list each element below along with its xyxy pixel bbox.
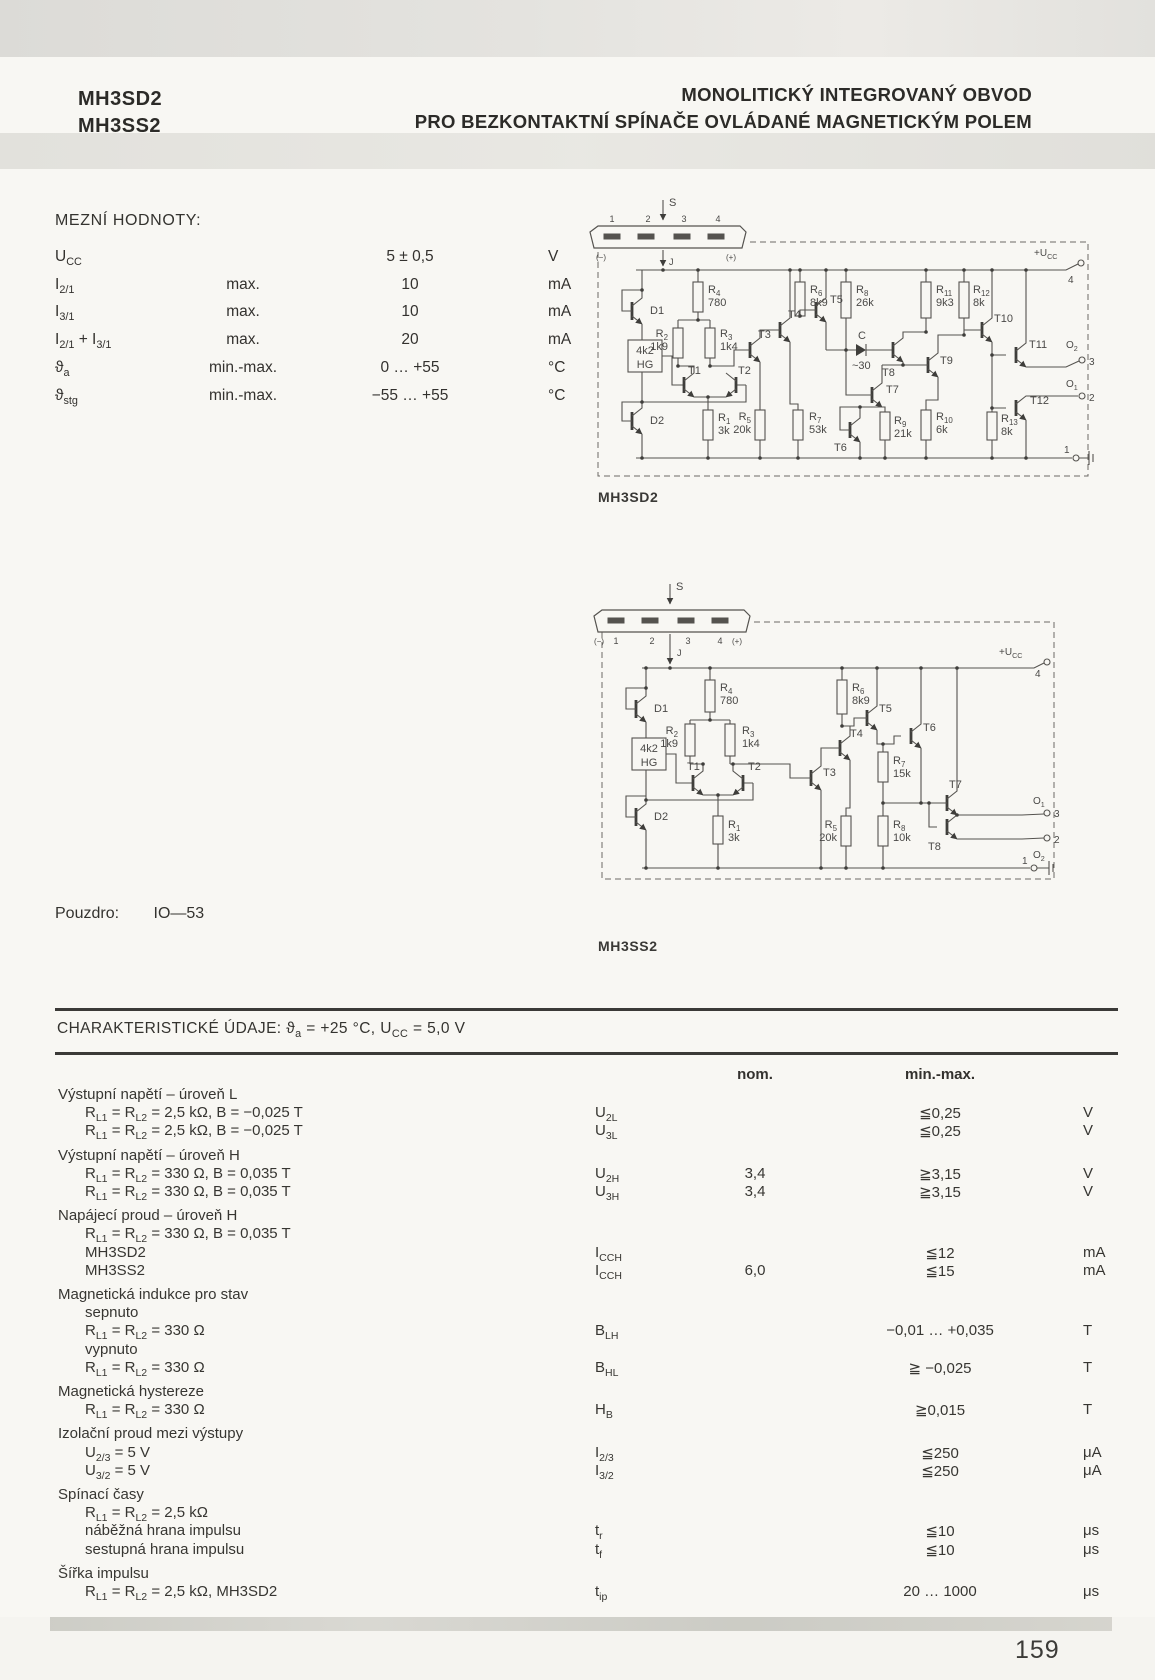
schematic-label: (−) [594, 637, 604, 646]
schematic-label: 3k [718, 425, 730, 437]
schematic-label: 2 [1089, 393, 1095, 404]
schematic-label: D2 [650, 415, 665, 427]
schematic-label: 8k9 [810, 297, 828, 309]
char-text: Napájecí proud – úroveň H [58, 1207, 238, 1225]
schematic-label: T8 [928, 841, 941, 853]
schematic-label: 2 [649, 636, 655, 646]
schematic-label: C [858, 330, 866, 342]
char-nominal: 3,4 [744, 1164, 766, 1182]
char-data-row [55, 1104, 1155, 1124]
char-data-row [55, 1341, 1155, 1361]
characteristics-table [55, 0, 1155, 1680]
schematic-label: 8k [973, 297, 985, 309]
limit-condition: max. [226, 331, 260, 349]
char-group-row [55, 1286, 1155, 1306]
char-data-row [55, 1359, 1155, 1379]
char-text: $U_{2/3} = 5$ V [85, 1443, 151, 1464]
limit-symbol: $I_{3/1}$ [55, 303, 75, 324]
char-group-row [55, 1486, 1155, 1506]
schematic-label: HG [640, 757, 658, 769]
schematic-label: 3 [681, 214, 687, 224]
schematic-label: 1k9 [660, 738, 678, 750]
schematic-label: 8k [1001, 426, 1013, 438]
schematic-label: T11 [1029, 339, 1048, 351]
limit-symbol: $U_{CC}$ [55, 248, 82, 269]
schematic-label: T7 [886, 384, 899, 396]
schematic-label: 3 [1089, 357, 1095, 368]
char-data-row [55, 1262, 1155, 1282]
schematic-label: $R_5$ [738, 411, 751, 425]
schematic-label: (−) [596, 253, 606, 262]
schematic1-caption: MH3SD2 [598, 489, 659, 505]
char-text: sestupná hrana impulsu [85, 1540, 245, 1558]
schematic-label: T3 [758, 329, 771, 341]
limits-heading: MEZNÍ HODNOTY: [55, 212, 202, 229]
char-data-row [55, 1401, 1155, 1421]
char-minmax: ≧0,015 [914, 1402, 966, 1420]
schematic-label: 4 [715, 214, 721, 224]
char-text: náběžná hrana impulsu [85, 1522, 241, 1540]
schematic-label: 3 [685, 636, 691, 646]
char-text: $R_{L1} = R_{L2} = 330$ Ω, B = 0,035 T [85, 1183, 291, 1203]
characteristics-heading: CHARAKTERISTICKÉ ÚDAJE: $ϑ_a = +25$ °C, $U_{CC} = 5,0$ V [57, 1020, 466, 1041]
schematic-label: 4 [1068, 275, 1074, 286]
column-header-nom: nom. [737, 1066, 773, 1083]
schematic-label: 780 [708, 297, 727, 309]
schematic-label: 4k2 [640, 743, 658, 755]
schematic-label: T12 [1030, 395, 1049, 407]
char-text: $R_{L1} = R_{L2} = 2,5$ kΩ [85, 1504, 208, 1525]
limit-value: −55 … +55 [371, 386, 449, 404]
schematic-label: $R_3$ [742, 725, 755, 739]
char-unit: μs [1083, 1522, 1100, 1540]
char-symbol: $I_{CCH}$ [595, 1261, 622, 1282]
schematic-label: HG [636, 359, 654, 371]
schematic-label: D1 [654, 703, 669, 715]
char-minmax: ≦250 [921, 1444, 959, 1462]
schematic-label: ~30 [852, 360, 871, 372]
limit-unit: mA [548, 275, 572, 293]
limit-unit: °C [548, 386, 566, 404]
schematic-label: $+U_{CC}$ [999, 647, 1023, 660]
char-symbol: $U_{2H}$ [595, 1164, 620, 1185]
char-data-row [55, 1165, 1155, 1185]
char-unit: mA [1083, 1243, 1106, 1261]
limit-symbol: $I_{2/1} + I_{3/1}$ [55, 331, 112, 352]
schematic-label: T2 [748, 761, 761, 773]
schematic-label: 1k9 [650, 341, 668, 353]
char-text: $R_{L1} = R_{L2} = 330$ Ω [85, 1401, 205, 1422]
char-unit: V [1083, 1183, 1094, 1200]
limit-condition: max. [226, 275, 260, 293]
doc-title-line1: MONOLITICKÝ INTEGROVANÝ OBVOD [681, 84, 1032, 105]
char-unit: μs [1083, 1583, 1100, 1600]
char-minmax: ≦10 [925, 1523, 955, 1541]
schematic-label: T5 [830, 294, 843, 306]
schematic-label: T1 [688, 365, 701, 377]
char-group-row [55, 1565, 1155, 1585]
char-data-row [55, 1541, 1155, 1561]
char-unit: V [1083, 1164, 1094, 1182]
char-text: $R_{L1} = R_{L2} = 2,5$ kΩ, B = −0,025 T [85, 1104, 303, 1125]
schematic-label: $R_8$ [856, 284, 869, 298]
char-data-row [55, 1444, 1155, 1464]
char-minmax: ≦0,25 [919, 1105, 961, 1123]
schematic-label: D1 [650, 305, 665, 317]
char-minmax: ≦250 [921, 1462, 959, 1480]
limit-symbol: $ϑ_a$ [55, 358, 70, 379]
char-symbol: $t_{ip}$ [595, 1583, 608, 1603]
schematic-label: $R_{12}$ [973, 284, 990, 298]
schematic-label: 6k [936, 424, 948, 436]
char-data-row [55, 1122, 1155, 1142]
char-minmax: ≦12 [925, 1244, 955, 1262]
char-nominal: 6,0 [744, 1261, 766, 1279]
char-symbol: $B_{HL}$ [595, 1358, 619, 1379]
limit-value: 5 ± 0,5 [386, 248, 434, 265]
schematic-label: 3k [728, 832, 740, 844]
schematic-label: T2 [738, 365, 751, 377]
schematic-label: $R_1$ [728, 819, 741, 833]
char-data-row [55, 1304, 1155, 1324]
char-text: $R_{L1} = R_{L2} = 330$ Ω [85, 1358, 205, 1379]
char-text: Šířka impulsu [58, 1564, 149, 1582]
schematic-label: 20k [733, 424, 751, 436]
schematic-label: $R_1$ [718, 412, 731, 426]
char-text: Výstupní napětí – úroveň H [58, 1146, 240, 1164]
schematic-label: 2 [1054, 835, 1060, 846]
schematic-label: $R_7$ [893, 755, 906, 769]
schematic2-caption: MH3SS2 [598, 938, 658, 954]
char-unit: V [1083, 1104, 1094, 1122]
char-symbol: $B_{LH}$ [595, 1322, 619, 1343]
schematic-label: $R_{13}$ [1001, 413, 1018, 427]
char-text: $R_{L1} = R_{L2} = 2,5$ kΩ, MH3SD2 [85, 1583, 278, 1603]
schematic-label: 26k [856, 297, 874, 309]
schematic-label: $O_1$ [1066, 379, 1078, 392]
schematic-label: 4 [1035, 669, 1041, 680]
schematic-label: $+U_{CC}$ [1034, 248, 1058, 261]
char-text: MH3SD2 [85, 1243, 146, 1261]
char-minmax: −0,01 … +0,035 [886, 1322, 994, 1340]
part-number-2: MH3SS2 [78, 115, 162, 137]
char-unit: V [1083, 1122, 1094, 1140]
schematic-label: $O_2$ [1033, 850, 1045, 863]
char-data-row [55, 1322, 1155, 1342]
char-group-row [55, 1207, 1155, 1227]
char-nominal: 3,4 [744, 1183, 766, 1200]
limit-unit: mA [548, 303, 572, 321]
char-minmax: 20 … 1000 [903, 1583, 977, 1600]
schematic-label: $R_8$ [893, 819, 906, 833]
schematic-label: 53k [809, 424, 827, 436]
char-symbol: $U_{3L}$ [595, 1122, 618, 1143]
schematic-label: $O_2$ [1066, 340, 1078, 353]
char-text: $R_{L1} = R_{L2} = 330$ Ω, B = 0,035 T [85, 1164, 291, 1185]
char-unit: mA [1083, 1261, 1106, 1279]
schematic-label: $R_6$ [810, 284, 823, 298]
schematic-label: 1 [1064, 445, 1070, 456]
char-data-row [55, 1183, 1155, 1203]
schematic-label: $R_5$ [824, 819, 837, 833]
schematic-label: T10 [994, 313, 1013, 325]
char-data-row [55, 1522, 1155, 1542]
schematic-label: 4k2 [636, 345, 654, 357]
schematic-label: S [669, 197, 677, 209]
char-text: $R_{L1} = R_{L2} = 2,5$ kΩ, B = −0,025 T [85, 1122, 303, 1143]
schematic-label: T6 [923, 722, 936, 734]
char-text: Výstupní napětí – úroveň L [58, 1086, 238, 1103]
char-text: $R_{L1} = R_{L2} = 330$ Ω [85, 1322, 205, 1343]
schematic-label: 1 [613, 636, 619, 646]
limit-condition: min.-max. [208, 358, 278, 376]
char-symbol: $U_{2L}$ [595, 1104, 618, 1125]
schematic-label: $O_1$ [1033, 796, 1045, 809]
char-text: sepnuto [85, 1304, 139, 1322]
limit-unit: °C [548, 358, 566, 376]
char-data-row [55, 1225, 1155, 1245]
schematic-label: D2 [654, 811, 669, 823]
schematic-label: 8k9 [852, 695, 870, 707]
schematic-label: 20k [819, 832, 837, 844]
schematic-label: 1k4 [742, 738, 760, 750]
char-text: vypnuto [85, 1340, 138, 1358]
schematic-label: 780 [720, 695, 739, 707]
char-symbol: $H_B$ [595, 1401, 613, 1422]
schematic-label: $R_9$ [894, 415, 907, 429]
schematic-label: 2 [645, 214, 651, 224]
schematic-label: 21k [894, 428, 912, 440]
schematic-label: T4 [850, 728, 863, 740]
char-minmax: ≦0,25 [919, 1123, 961, 1141]
char-minmax: ≧3,15 [919, 1165, 961, 1183]
schematic-label: (+) [726, 253, 736, 262]
char-minmax: ≧3,15 [919, 1184, 961, 1201]
limit-value: 10 [401, 275, 419, 293]
schematic-label: J [677, 648, 682, 658]
part-number-1: MH3SD2 [78, 88, 163, 110]
schematic-label: $R_{10}$ [936, 411, 953, 425]
schematic-label: $R_7$ [809, 411, 822, 425]
schematic-label: 1 [1022, 856, 1028, 867]
schematic-label: $R_4$ [708, 284, 721, 298]
limit-symbol: $ϑ_{stg}$ [55, 386, 78, 407]
schematic-label: $R_2$ [655, 328, 668, 342]
schematic-label: $R_4$ [720, 682, 733, 696]
char-unit: T [1083, 1322, 1093, 1340]
char-unit: T [1083, 1401, 1093, 1419]
schematic-label: T9 [940, 355, 953, 367]
char-minmax: ≧ −0,025 [908, 1359, 972, 1377]
limit-value: 20 [401, 331, 419, 349]
char-group-row [55, 1086, 1155, 1106]
char-data-row [55, 1583, 1155, 1603]
schematic-label: T5 [879, 703, 892, 715]
schematic-label: $R_{11}$ [936, 284, 953, 298]
char-symbol: $I_{3/2}$ [595, 1461, 614, 1482]
schematic-label: T8 [882, 367, 895, 379]
char-data-row [55, 1462, 1155, 1482]
schematic-label: 15k [893, 768, 911, 780]
limit-value: 0 … +55 [380, 358, 440, 376]
char-minmax: ≦10 [925, 1541, 955, 1559]
schematic-label: 10k [893, 832, 911, 844]
char-symbol: $t_f$ [595, 1540, 603, 1561]
schematic-label: 1k4 [720, 341, 738, 353]
limit-unit: V [548, 248, 559, 265]
schematic-label: T4 [788, 309, 801, 321]
char-data-row [55, 1244, 1155, 1264]
schematic-label: T3 [823, 767, 836, 779]
char-symbol: $I_{CCH}$ [595, 1243, 622, 1264]
schematic-label: (+) [732, 637, 742, 646]
schematic-label: $R_3$ [720, 328, 733, 342]
limit-symbol: $I_{2/1}$ [55, 275, 75, 296]
schematic-label: 9k3 [936, 297, 954, 309]
char-text: $R_{L1} = R_{L2} = 330$ Ω, B = 0,035 T [85, 1225, 291, 1246]
page-number: 159 [1015, 1636, 1060, 1664]
schematic-label: 3 [1054, 809, 1060, 820]
schematic-label: 4 [717, 636, 723, 646]
limit-unit: mA [548, 331, 572, 349]
schematic-label: 1 [609, 214, 615, 224]
schematic-label: T7 [949, 779, 962, 791]
char-unit: μs [1083, 1540, 1100, 1558]
char-group-row [55, 1147, 1155, 1167]
char-symbol: $U_{3H}$ [595, 1183, 620, 1203]
package-value: IO—53 [153, 905, 205, 922]
char-text: $U_{3/2} = 5$ V [85, 1461, 151, 1482]
char-text: Magnetická hystereze [58, 1383, 204, 1400]
schematic-label: T6 [834, 442, 847, 454]
char-minmax: ≦15 [925, 1262, 955, 1280]
schematic-label: $R_2$ [665, 725, 678, 739]
char-unit: T [1083, 1358, 1093, 1376]
doc-title-line2: PRO BEZKONTAKTNÍ SPÍNAČE OVLÁDANÉ MAGNETICKÝM POLEM [414, 111, 1032, 132]
char-text: MH3SS2 [85, 1261, 146, 1279]
char-group-row [55, 1383, 1155, 1403]
char-symbol: $I_{2/3}$ [595, 1443, 614, 1464]
char-text: Magnetická indukce pro stav [58, 1286, 249, 1303]
limit-condition: min.-max. [208, 386, 278, 404]
char-text: Spínací časy [58, 1486, 144, 1503]
char-symbol: $t_r$ [595, 1522, 603, 1543]
limit-value: 10 [401, 303, 419, 321]
char-data-row [55, 1504, 1155, 1524]
schematic-label: $R_6$ [852, 682, 865, 696]
schematic-label: J [669, 257, 674, 267]
limit-condition: max. [226, 303, 260, 321]
char-group-row [55, 1425, 1155, 1445]
char-unit: μA [1083, 1461, 1102, 1479]
column-header-minmax: min.-max. [904, 1066, 976, 1083]
schematic-label: T1 [687, 761, 700, 773]
char-unit: μA [1083, 1443, 1102, 1461]
schematic-label: S [676, 581, 684, 593]
package-label: Pouzdro: [55, 905, 120, 922]
char-text: Izolační proud mezi výstupy [58, 1425, 244, 1443]
